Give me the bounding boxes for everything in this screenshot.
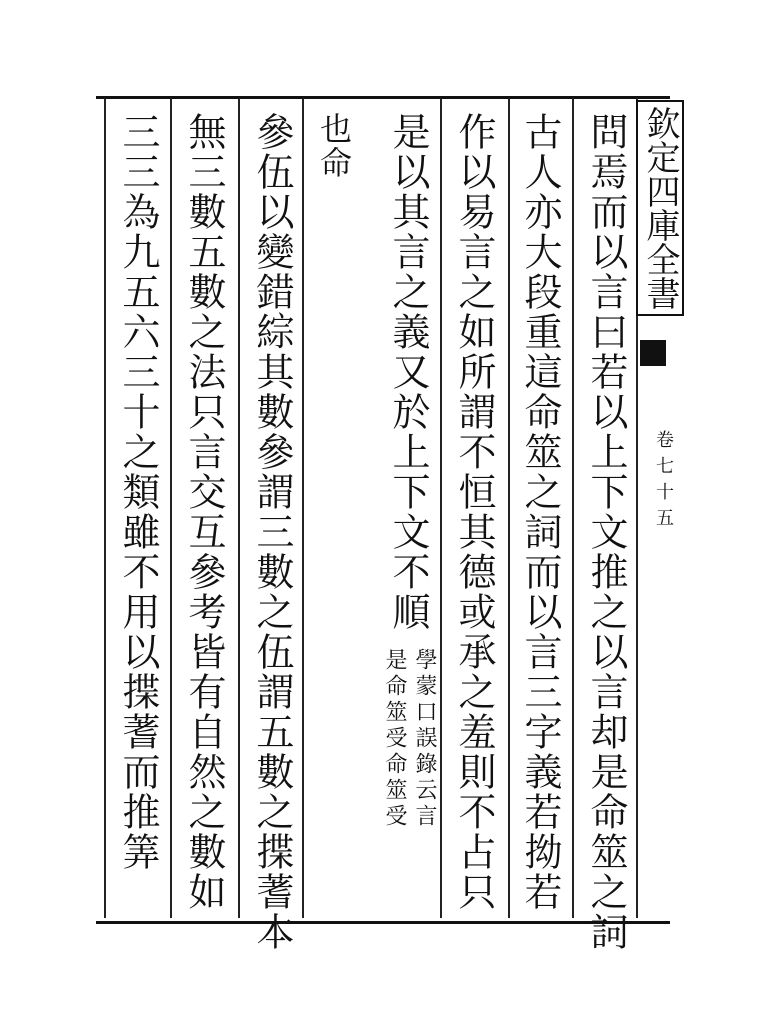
column-rule [170, 98, 172, 918]
column-rule [238, 98, 240, 918]
annotation-note-1: 學蒙口誤錄云言 [412, 648, 437, 830]
juan-number: 卷七十五 [653, 430, 674, 534]
column-rule [104, 98, 106, 918]
text-column-5: 也命 [315, 112, 353, 180]
text-column-7: 無三數五數之法只言交互參考皆有自然之數如 [182, 112, 226, 912]
annotation-note-2: 是命筮受命筮受 [382, 648, 407, 830]
column-rule [572, 98, 574, 918]
fishtail-mark [640, 340, 666, 366]
text-column-4: 是以其言之義又於上下文不順 [386, 112, 430, 632]
book-title: 欽定四庫全書 [636, 100, 684, 316]
column-rule [302, 98, 304, 918]
text-column-6: 參伍以變錯綜其數參謂三數之伍謂五數之揲蓍本 [250, 112, 294, 952]
text-column-3: 作以易言之如所謂不恒其德或承之羞則不占只 [452, 112, 496, 912]
column-rule [508, 98, 510, 918]
text-column-2: 古人亦大段重這命筮之詞而以言三字義若拗若 [518, 112, 562, 912]
column-rule [440, 98, 442, 918]
text-column-1: 問焉而以言曰若以上下文推之以言却是命筮之詞 [584, 112, 628, 952]
text-column-8: 三三為九五六三十之類雖不用以揲蓍而推筭 [116, 112, 160, 872]
